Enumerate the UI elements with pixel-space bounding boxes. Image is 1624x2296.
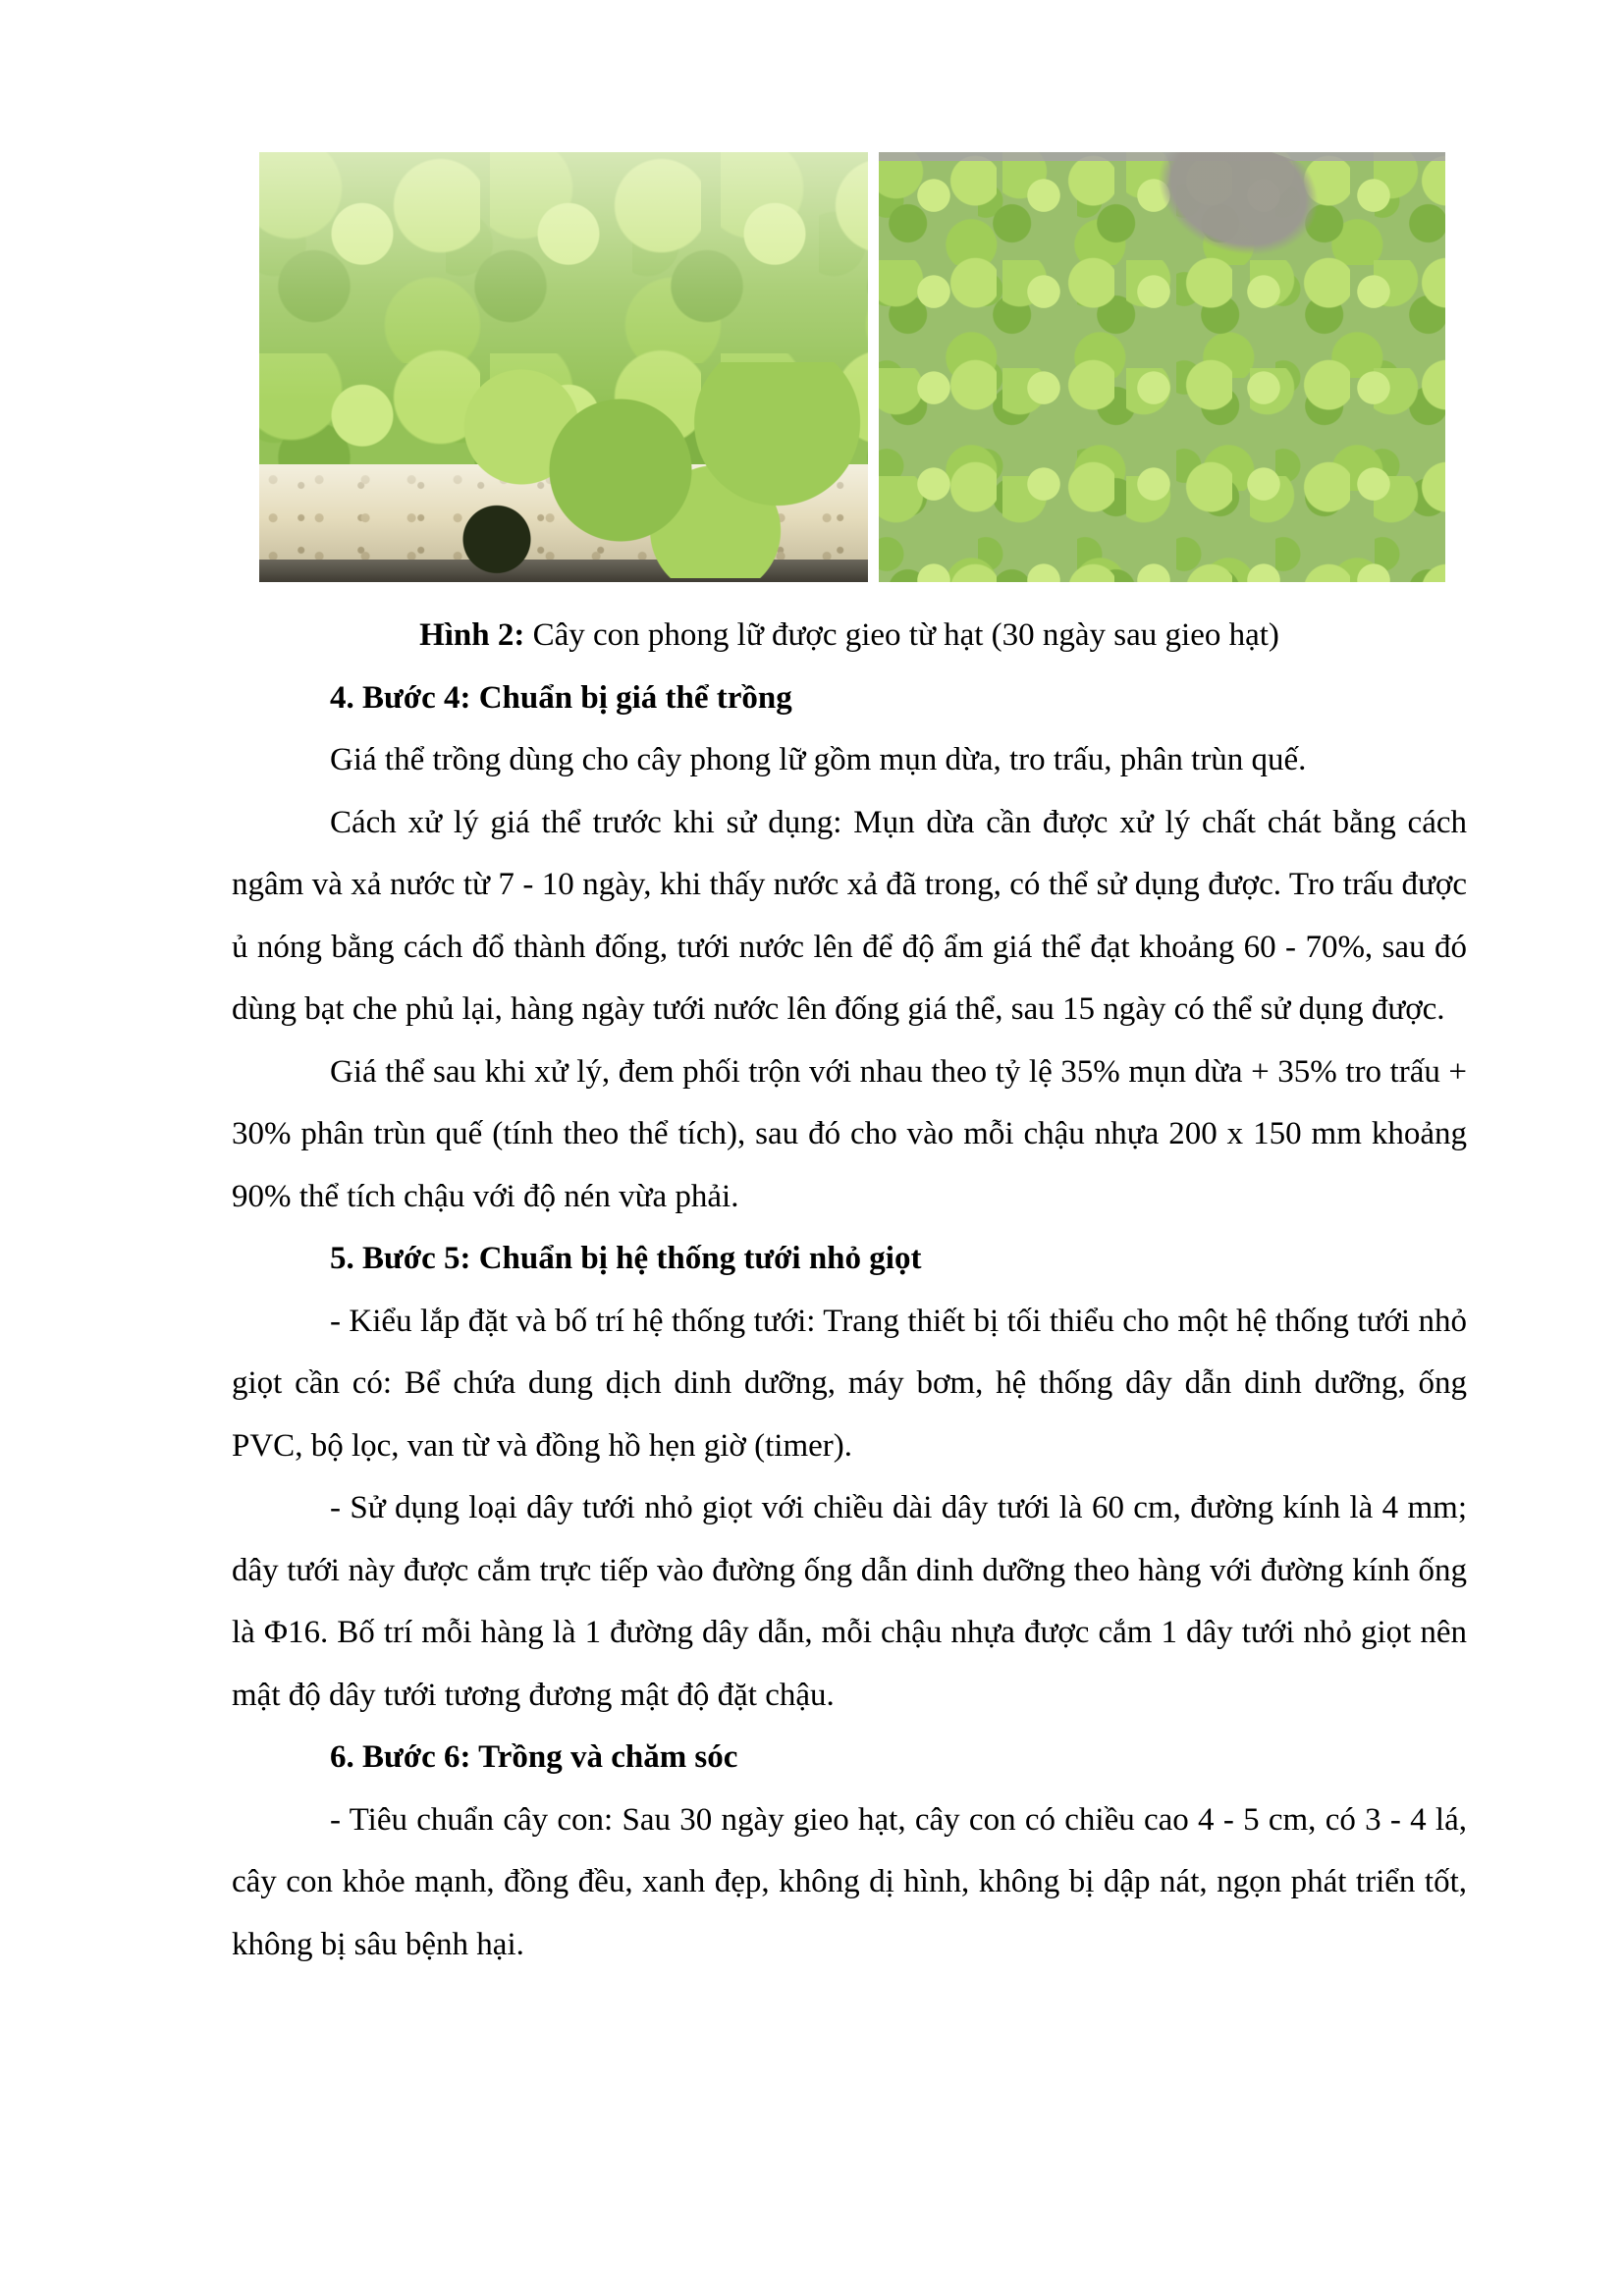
concrete-patch: [1126, 152, 1342, 289]
figure-row: [259, 152, 1445, 582]
figure-caption: [232, 605, 1467, 667]
section-heading-step6: 6. Bước 6: Trồng và chăm sóc: [330, 1739, 738, 1775]
figure-caption-label: Hình 2:: [419, 617, 525, 653]
figure-caption-text: Cây con phong lữ được gieo từ hạt (30 ngày sau gieo hạt): [532, 617, 1279, 653]
seedlings-photo-left: [259, 152, 868, 582]
paragraph: - Sử dụng loại dây tưới nhỏ giọt với chiều dài dây tưới là 60 cm, đường kính là 4 mm; dây tưới này được cắm trực tiếp vào đường ống dẫn dinh dưỡng theo hàng với đường kính ống là Φ16. Bố trí mỗi hàng là 1 đường dây dẫn, mỗi chậu nhựa được cắm 1 dây tưới nhỏ giọt nên mật độ dây tưới tương đương mật độ đặt chậu.: [232, 1490, 1467, 1713]
overhanging-leaves: [456, 362, 868, 578]
section-heading-step4: 4. Bước 4: Chuẩn bị giá thể trồng: [330, 679, 792, 716]
seedlings-photo-right: [879, 152, 1445, 582]
paragraph: - Tiêu chuẩn cây con: Sau 30 ngày gieo hạt, cây con có chiều cao 4 - 5 cm, có 3 - 4 lá, cây con khỏe mạnh, đồng đều, xanh đẹp, không dị hình, không bị dập nát, ngọn phát triển tốt, không bị sâu bệnh hại.: [232, 1801, 1467, 1962]
paragraph: Cách xử lý giá thể trước khi sử dụng: Mụn dừa cần được xử lý chất chát bằng cách ngâm và xả nước từ 7 - 10 ngày, khi thấy nước xả đã trong, có thể sử dụng được. Tro trấu được ủ nóng bằng cách đổ thành đống, tưới nước lên để độ ẩm giá thể đạt khoảng 60 - 70%, sau đó dùng bạt che phủ lại, hàng ngày tưới nước lên đống giá thể, sau 15 ngày có thể sử dụng được.: [232, 804, 1467, 1027]
text-block: [232, 605, 1467, 1976]
paragraph: Giá thể trồng dùng cho cây phong lữ gồm mụn dừa, tro trấu, phân trùn quế.: [330, 742, 1307, 777]
paragraph: Giá thể sau khi xử lý, đem phối trộn với nhau theo tỷ lệ 35% mụn dừa + 35% tro trấu + 30% phân trùn quế (tính theo thể tích), sau đó cho vào mỗi chậu nhựa 200 x 150 mm khoảng 90% thể tích chậu với độ nén vừa phải.: [232, 1053, 1467, 1214]
paragraph: - Kiểu lắp đặt và bố trí hệ thống tưới: Trang thiết bị tối thiểu cho một hệ thống tưới nhỏ giọt cần có: Bể chứa dung dịch dinh dưỡng, máy bơm, hệ thống dây dẫn dinh dưỡng, ống PVC, bộ lọc, van từ và đồng hồ hẹn giờ (timer).: [232, 1303, 1467, 1464]
section-heading-step5: 5. Bước 5: Chuẩn bị hệ thống tưới nhỏ giọt: [330, 1241, 922, 1276]
